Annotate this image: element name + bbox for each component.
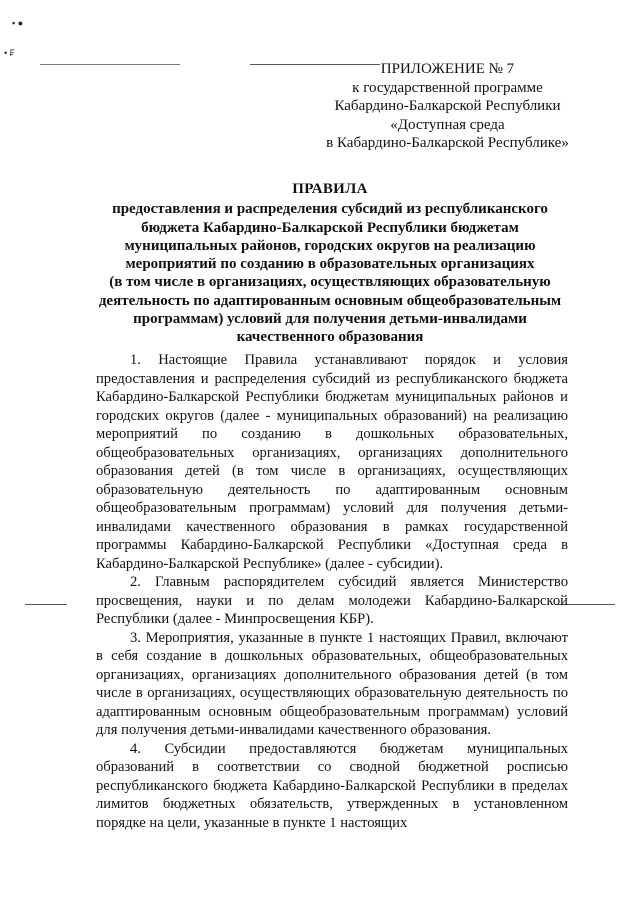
document-body bbox=[96, 351, 568, 832]
scan-line bbox=[25, 604, 67, 605]
title-line: (в том числе в организациях, осуществляющих образовательную bbox=[109, 274, 551, 291]
paragraph-3: 3. Мероприятия, указанные в пункте 1 настоящих Правил, включают в себя создание в дошкольных образовательных, общеобразовательных организациях, организациях дополнительного образования детей (в том числе в организациях, осуществляющих образовательную деятельность по адаптированным основным общеобразовательным программам) условий для получения детьми-инвалидами качественного образования. bbox=[96, 629, 568, 738]
title-line: мероприятий по созданию в образовательных организациях bbox=[125, 256, 535, 273]
appendix-line: в Кабардино-Балкарской Республике» bbox=[326, 135, 569, 151]
title-line: деятельность по адаптированным основным общеобразовательным bbox=[98, 292, 562, 309]
document-title bbox=[95, 180, 565, 347]
appendix-line: к государственной программе bbox=[352, 79, 543, 96]
title-line: программам) условий для получения детьми-инвалидами bbox=[133, 311, 527, 328]
appendix-number: ПРИЛОЖЕНИЕ № 7 bbox=[380, 61, 515, 77]
title-line: бюджета Кабардино-Балкарской Республики бюджетам bbox=[141, 219, 519, 236]
title-line: качественного образования bbox=[236, 329, 424, 346]
paragraph-4: 4. Субсидии предоставляются бюджетам муниципальных образований в соответствии со сводной бюджетной росписью республиканского бюджета Кабардино-Балкарской Республики в пределах лимитов бюджетных обязательств, утвержденных в установленном порядке на цели, указанные в пункте 1 настоящих bbox=[96, 740, 568, 831]
scan-line bbox=[40, 64, 180, 65]
title-line: муниципальных районов, городских округов на реализацию bbox=[124, 237, 536, 254]
title-line: предоставления и распределения субсидий из республиканского bbox=[112, 201, 548, 218]
paragraph-2: 2. Главным распорядителем субсидий является Министерство просвещения, науки и по делам молодежи Кабардино-Балкарской Республики (далее - Минпросвещения КБР). bbox=[96, 574, 568, 627]
paragraph-1: 1. Настоящие Правила устанавливают порядок и условия предоставления и распределения субсидий из республиканского бюджета Кабардино-Балкарской Республики бюджетам муниципальных районов и городских округов (далее - муниципальных образований) на реализацию мероприятий по созданию в дошкольных образовательных, общеобразовательных организациях, организациях дополнительного образования детей (в том числе в организациях, осуществляющих образовательную деятельность по адаптированным основным общеобразовательным программам) условий для получения детьми-инвалидами качественного образования в рамках государственной программы Кабардино-Балкарской Республики «Доступная среда в Кабардино-Балкарской Республике» (далее - субсидии). bbox=[96, 352, 568, 572]
appendix-line: Кабардино-Балкарской Республики bbox=[334, 98, 561, 114]
appendix-line: «Доступная среда bbox=[390, 116, 505, 133]
scan-mark: ▪ ● bbox=[12, 18, 24, 28]
title-heading: ПРАВИЛА bbox=[292, 181, 368, 197]
scan-mark: • ₣ bbox=[4, 48, 15, 58]
appendix-heading bbox=[300, 60, 595, 153]
